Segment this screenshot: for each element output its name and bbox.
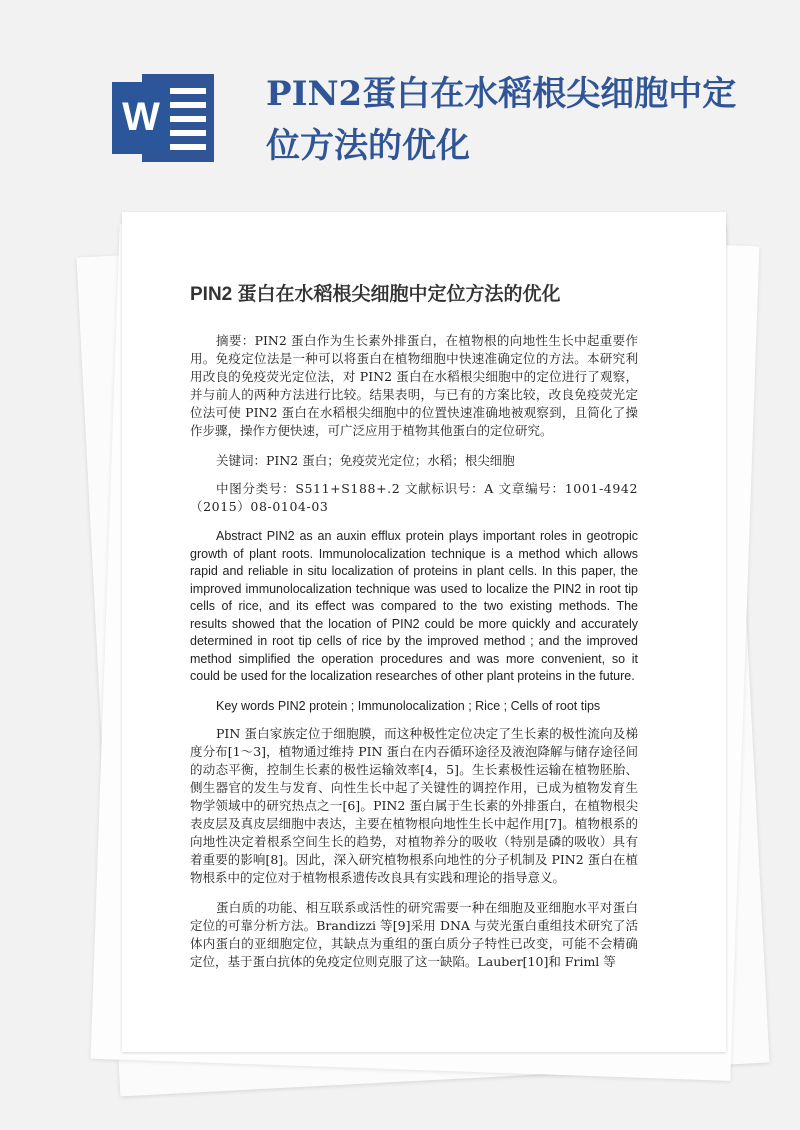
document-title: PIN2 蛋白在水稻根尖细胞中定位方法的优化 — [190, 284, 561, 305]
abstract-chinese: 摘要：PIN2 蛋白作为生长素外排蛋白，在植物根的向地性生长中起重要作用。免疫定位法是一种可以将蛋白在植物细胞中快速准确定位的方法。本研究利用改良的免疫荧光定位法，对 PIN2 蛋白在水稻根尖细胞中的定位进行了观察，并与前人的两种方法进行比较。结果表明，与已有的方案比较，改良免疫荧光定位法可使 PIN2 蛋白在水稻根尖细胞中的位置快速准确地被观察到，且简化了操作步骤，操作方便快速，可广泛应用于植物其他蛋白的定位研究。 — [190, 333, 638, 438]
body-paragraph-2: 蛋白质的功能、相互联系或活性的研究需要一种在细胞及亚细胞水平对蛋白定位的可靠分析方法。Brandizzi 等[9]采用 DNA 与荧光蛋白重组技术研究了活体内蛋白的亚细胞定位，其缺点为重组的蛋白质分子特性已改变，可能不会精确定位，基于蛋白抗体的免疫定位则克服了这一缺陷。Lauber[10]和 Friml 等 — [190, 900, 638, 969]
keywords-english: Key words PIN2 protein ; Immunolocalization ; Rice ; Cells of root tips — [216, 698, 601, 713]
word-document-icon — [112, 70, 216, 166]
page-title: PIN2蛋白在水稻根尖细胞中定位方法的优化 — [266, 74, 737, 166]
body-paragraph-1: PIN 蛋白家族定位于细胞膜，而这种极性定位决定了生长素的极性流向及梯度分布[1～3]，植物通过维持 PIN 蛋白在内吞循环途径及液泡降解与储存途径间的动态平衡，控制生长素的极性运输效率[4，5]。生长素极性运输在植物胚胎、侧生器官的发生与发育、向性生长中起了关键性的调控作用，已成为植物发育生物学领域中的研究热点之一[6]。PIN2 蛋白属于生长素的外排蛋白，在植物根尖表皮层及真皮层细胞中表达，主要在植物根向地性生长中起作用[7]。植物根系的向地性决定着根系空间生长的趋势，对植物养分的吸收（特别是磷的吸收）具有着重要的影响[8]。因此，深入研究植物根系向地性的分子机制及 PIN2 蛋白在植物根系中的定位对于植物根系遗传改良具有实践和理论的指导意义。 — [190, 726, 638, 885]
abstract-english: Abstract PIN2 as an auxin efflux protein plays important roles in geotropic growth of plant roots. Immunolocalization technique is a method which allows rapid and reliable in situ localization of proteins in plant cells. In this paper, the improved immunolocalization technique was used to localize the PIN2 in root tip cells of rice, and its effect was compared to the two existing methods. The results showed that the location of PIN2 could be more quickly and accurately determined in root tip cells of rice by the improved method ; and the improved method simplified the operation procedures and was more convenient, so it could be used for the localization researches of other plant proteins in the future. — [190, 529, 638, 683]
header — [0, 0, 800, 200]
keywords-chinese: 关键词：PIN2 蛋白；免疫荧光定位；水稻；根尖细胞 — [216, 453, 515, 468]
document-body — [190, 282, 638, 983]
svg-text:W: W — [122, 95, 160, 139]
classification-line: 中图分类号：S511+S188+.2 文献标识号：A 文章编号：1001-4942（2015）08-0104-03 — [190, 481, 638, 514]
